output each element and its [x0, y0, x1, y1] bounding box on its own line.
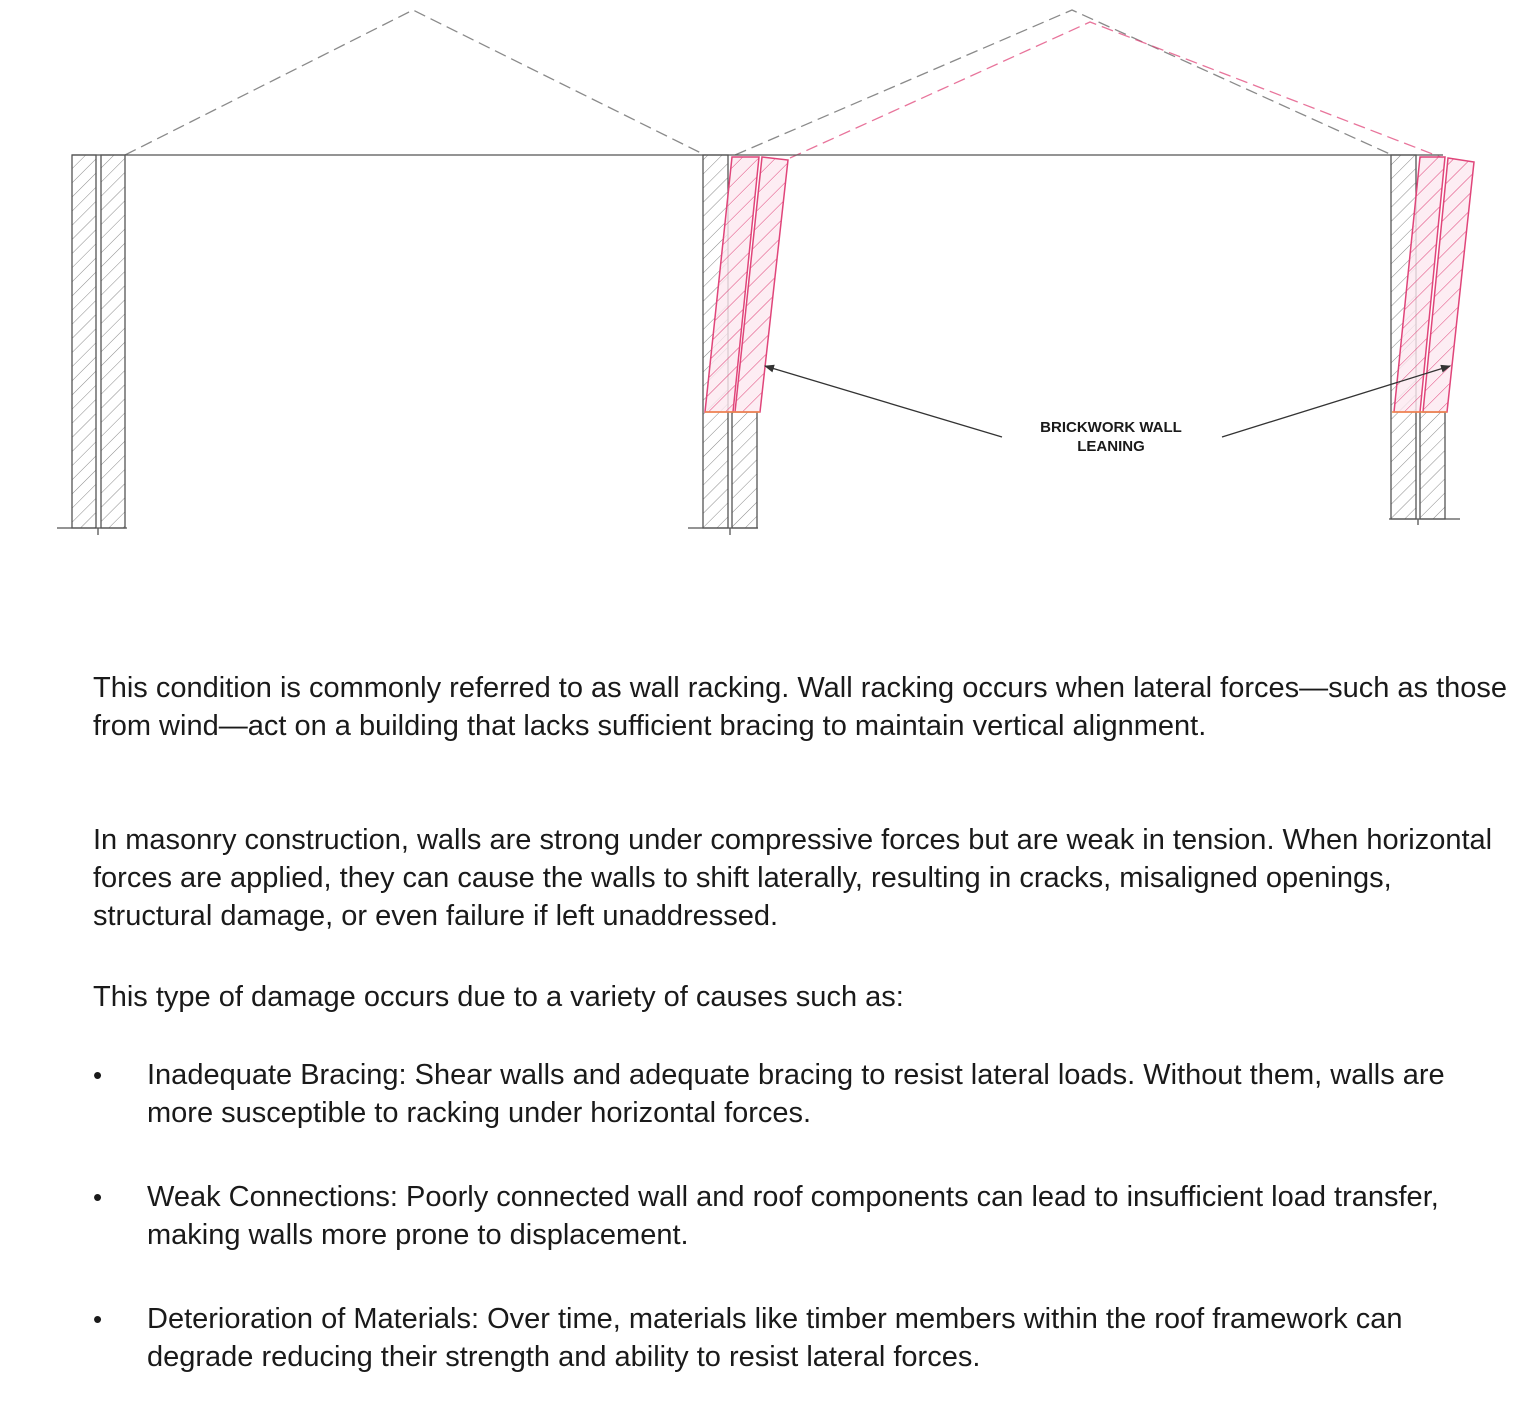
bullet-icon: •	[93, 1182, 103, 1212]
wall-racking-diagram	[0, 0, 1532, 560]
callout-label-line2: LEANING	[1077, 438, 1145, 455]
list-item-text: Inadequate Bracing: Shear walls and adequate bracing to resist lateral loads. Without them, walls are more susceptible to racking under horizontal forces.	[147, 1059, 1445, 1129]
roof-outline-right-displaced	[790, 22, 1443, 158]
paragraph-text: This condition is commonly referred to as wall racking. Wall racking occurs when lateral forces—such as those from wind—act on a building that lacks sufficient bracing to maintain vertical alignment.	[93, 672, 1508, 742]
list-item	[93, 1056, 1513, 1132]
left-brick-wall	[57, 155, 127, 535]
list-item-text: Deterioration of Materials: Over time, materials like timber members within the roof framework can degrade reducing their strength and ability to resist lateral forces.	[147, 1303, 1403, 1373]
list-item	[93, 1178, 1513, 1254]
roof-outline-right-original	[735, 10, 1392, 155]
list-item-text: Weak Connections: Poorly connected wall and roof components can lead to insufficient load transfer, making walls more prone to displacement.	[147, 1181, 1439, 1251]
list-item	[93, 1300, 1513, 1376]
roof-outline-left	[125, 10, 705, 155]
bullet-icon: •	[93, 1060, 103, 1090]
bullet-icon: •	[93, 1304, 103, 1334]
leader-arrow-middle	[765, 366, 1002, 437]
paragraph-text: In masonry construction, walls are strong under compressive forces but are weak in tension. When horizontal forces are applied, they can cause the walls to shift laterally, resulting in cracks, misaligned openings, structural damage, or even failure if left unaddressed.	[93, 824, 1493, 932]
paragraph-causes-intro	[93, 978, 1513, 1016]
paragraph-text: This type of damage occurs due to a variety of causes such as:	[93, 981, 904, 1013]
paragraph-masonry-construction	[93, 821, 1513, 935]
callout-label-line1: BRICKWORK WALL	[1040, 419, 1182, 436]
paragraph-wall-racking-definition	[93, 669, 1513, 745]
